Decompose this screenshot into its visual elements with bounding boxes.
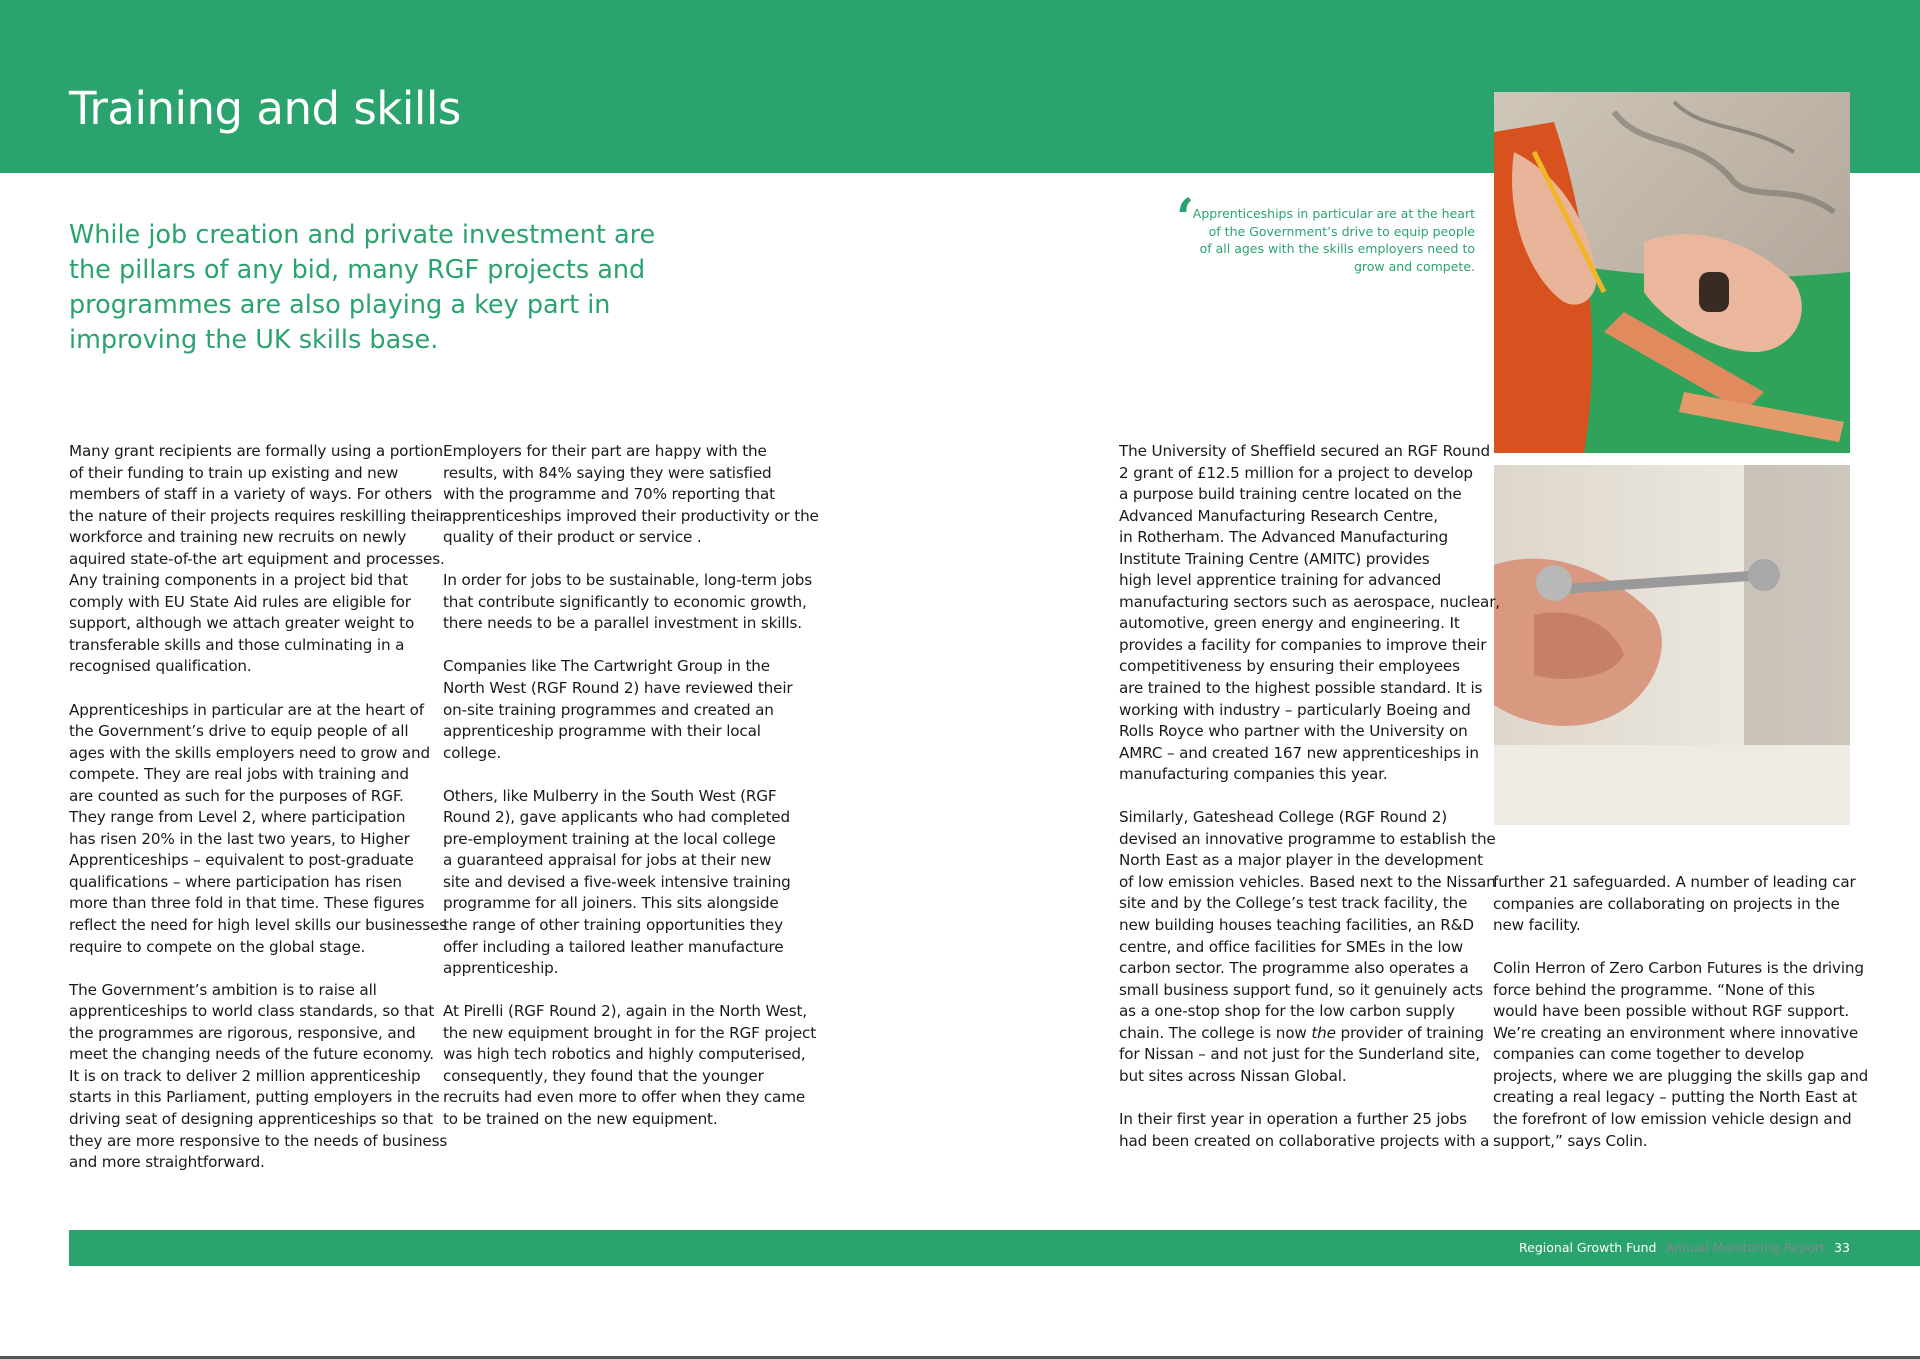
footer-running-head xyxy=(1519,1240,1850,1255)
body-text-line: projects, where we are plugging the skills gap and xyxy=(1493,1066,1869,1085)
page-title: Training and skills xyxy=(69,82,461,135)
body-column-2 xyxy=(443,441,819,1131)
body-text-line: was high tech robotics and highly computerised, xyxy=(443,1045,806,1064)
body-text-line: Round 2), gave applicants who had completed xyxy=(443,808,790,827)
body-text-line: ages with the skills employers need to grow and xyxy=(69,743,431,762)
body-text-line: support, although we attach greater weight to xyxy=(69,614,415,633)
body-text-line: the Government’s drive to equip people of all xyxy=(69,722,409,741)
body-text-line: consequently, they found that the younger xyxy=(443,1066,764,1085)
body-text-line: Institute Training Centre (AMITC) provides xyxy=(1119,549,1430,568)
body-text-line: are counted as such for the purposes of RGF. xyxy=(69,786,404,805)
body-text-line: Apprenticeships – equivalent to post-graduate xyxy=(69,851,414,870)
body-text-line: working with industry – particularly Boeing and xyxy=(1119,700,1471,719)
body-text-line: in Rotherham. The Advanced Manufacturing xyxy=(1119,528,1449,547)
body-text-line: companies are collaborating on projects in the xyxy=(1493,894,1840,913)
body-text-line: automotive, green energy and engineering. It xyxy=(1119,614,1460,633)
body-text-line: workforce and training new recruits on newly xyxy=(69,528,407,547)
body-text-line: creating a real legacy – putting the North East at xyxy=(1493,1088,1857,1107)
body-text-line: North West (RGF Round 2) have reviewed their xyxy=(443,679,793,698)
body-column-4 xyxy=(1493,872,1868,1152)
body-text-line: manufacturing companies this year. xyxy=(1119,765,1388,784)
intro-line: improving the UK skills base. xyxy=(69,325,439,355)
pull-quote-line: Apprenticeships in particular are at the heart xyxy=(1192,206,1475,221)
paragraph-gap xyxy=(69,958,447,980)
body-text-line: a guaranteed appraisal for jobs at their new xyxy=(443,851,772,870)
body-text-line: Companies like The Cartwright Group in the xyxy=(443,657,770,676)
paragraph-gap xyxy=(443,549,819,571)
body-text-line: Apprenticeships in particular are at the heart of xyxy=(69,700,424,719)
body-text-line: for Nissan – and not just for the Sunderland site, xyxy=(1119,1045,1480,1064)
paragraph-gap xyxy=(443,980,819,1002)
body-text-line: that contribute significantly to economic growth, xyxy=(443,592,807,611)
body-text-line: compete. They are real jobs with training and xyxy=(69,765,409,784)
body-text-line: site and devised a five-week intensive training xyxy=(443,872,791,891)
body-text-line: the forefront of low emission vehicle design and xyxy=(1493,1110,1852,1129)
body-text-line: had been created on collaborative projects with a xyxy=(1119,1131,1490,1150)
body-text-line: would have been possible without RGF support. xyxy=(1493,1002,1850,1021)
body-text-line: a purpose build training centre located on the xyxy=(1119,485,1462,504)
intro-line: While job creation and private investment are xyxy=(69,220,656,250)
body-text-line: meet the changing needs of the future economy. xyxy=(69,1045,434,1064)
body-text-line: Many grant recipients are formally using a portion xyxy=(69,442,443,460)
body-text-line: but sites across Nissan Global. xyxy=(1119,1066,1347,1085)
body-text-line: the range of other training opportunities they xyxy=(443,916,783,935)
paragraph-gap xyxy=(443,764,819,786)
body-text-line: apprenticeship programme with their local xyxy=(443,722,761,741)
paragraph-gap xyxy=(1119,786,1500,808)
body-text-line: there needs to be a parallel investment in skills. xyxy=(443,614,802,633)
body-text-line: quality of their product or service . xyxy=(443,528,702,547)
pull-quote-line: grow and compete. xyxy=(1353,258,1475,274)
body-text-line: force behind the programme. “None of this xyxy=(1493,980,1815,999)
body-text-line: AMRC – and created 167 new apprenticeships in xyxy=(1119,743,1479,762)
body-text-line: Colin Herron of Zero Carbon Futures is the driving xyxy=(1493,959,1864,978)
body-text-line: 2 grant of £12.5 million for a project to develop xyxy=(1119,463,1473,482)
body-text-line: They range from Level 2, where participation xyxy=(69,808,406,827)
body-text-line: as a one-stop shop for the low carbon supply xyxy=(1119,1002,1455,1021)
page-number: 33 xyxy=(1834,1240,1850,1255)
body-text-line: of their funding to train up existing and new xyxy=(69,463,399,482)
body-text-line: of low emission vehicles. Based next to the Nissan xyxy=(1119,872,1496,891)
paragraph-gap xyxy=(443,635,819,657)
paragraph-gap xyxy=(69,678,447,700)
body-text-line: further 21 safeguarded. A number of leading car xyxy=(1493,873,1856,891)
body-text-line: We’re creating an environment where innovative xyxy=(1493,1023,1859,1042)
body-text-line: members of staff in a variety of ways. For others xyxy=(69,485,433,504)
footer-report-title: Annual Monitoring Report xyxy=(1665,1240,1826,1255)
body-text-line: At Pirelli (RGF Round 2), again in the North West, xyxy=(443,1002,807,1021)
body-text-line: centre, and office facilities for SMEs in the low xyxy=(1119,937,1464,956)
body-text-line: high level apprentice training for advanced xyxy=(1119,571,1442,590)
body-text-line: offer including a tailored leather manufacture xyxy=(443,937,784,956)
body-text-line: new building houses teaching facilities, an R&D xyxy=(1119,916,1474,935)
body-text-line: transferable skills and those culminating in a xyxy=(69,635,405,654)
body-text-line: carbon sector. The programme also operates a xyxy=(1119,959,1469,978)
body-text-line: companies can come together to develop xyxy=(1493,1045,1805,1064)
body-text-line: with the programme and 70% reporting that xyxy=(443,485,775,504)
pull-quote-line: of all ages with the skills employers need to xyxy=(1199,241,1475,256)
intro-line: the pillars of any bid, many RGF projects and xyxy=(69,255,646,285)
intro-standfirst xyxy=(69,218,669,358)
body-text-line: reflect the need for high level skills our businesses xyxy=(69,916,448,935)
body-column-1 xyxy=(69,441,447,1174)
body-text-line: are trained to the highest possible standard. It is xyxy=(1119,679,1483,698)
paragraph-gap xyxy=(1119,1087,1500,1109)
body-text-line: driving seat of designing apprenticeships so that xyxy=(69,1109,433,1128)
body-text-line: and more straightforward. xyxy=(69,1153,265,1172)
photo-hand-holding-tool xyxy=(1494,465,1850,825)
body-text-line: Any training components in a project bid that xyxy=(69,571,408,590)
body-text-line: results, with 84% saying they were satisfied xyxy=(443,463,772,482)
body-text-line: starts in this Parliament, putting employers in the xyxy=(69,1088,440,1107)
body-text-line: on-site training programmes and created an xyxy=(443,700,774,719)
body-text-line: comply with EU State Aid rules are eligible for xyxy=(69,592,411,611)
body-text-line: apprenticeships to world class standards, so that xyxy=(69,1002,435,1021)
body-text-line: Others, like Mulberry in the South West (RGF xyxy=(443,786,777,805)
body-text-line: aquired state-of-the art equipment and processes. xyxy=(69,549,445,568)
body-text-line: apprenticeships improved their productivity or the xyxy=(443,506,819,525)
body-text-line: qualifications – where participation has risen xyxy=(69,872,402,891)
body-text-line: small business support fund, so it genuinely acts xyxy=(1119,980,1484,999)
body-text-line: Employers for their part are happy with the xyxy=(443,442,767,460)
body-text-line: In their first year in operation a further 25 jobs xyxy=(1119,1109,1467,1128)
pull-quote-line: of the Government’s drive to equip people xyxy=(1208,223,1475,239)
body-text-line: pre-employment training at the local college xyxy=(443,829,776,848)
body-text-line: they are more responsive to the needs of business xyxy=(69,1131,448,1150)
body-text-line: The Government’s ambition is to raise all xyxy=(69,980,377,999)
photo-hand-holding-tool-art xyxy=(1494,465,1850,825)
body-text-line: The University of Sheffield secured an RGF Round xyxy=(1119,442,1490,460)
body-text-line: It is on track to deliver 2 million apprenticeship xyxy=(69,1066,421,1085)
body-text-line: the new equipment brought in for the RGF project xyxy=(443,1023,817,1042)
body-text-line: require to compete on the global stage. xyxy=(69,937,366,956)
body-text-line: the nature of their projects requires reskilling their xyxy=(69,506,446,525)
body-text-line: support,” says Colin. xyxy=(1493,1131,1648,1150)
body-text-line: In order for jobs to be sustainable, long-term jobs xyxy=(443,571,813,590)
quote-mark-icon: ‘ xyxy=(1176,188,1195,249)
footer-publication: Regional Growth Fund xyxy=(1519,1240,1657,1255)
photo-hands-marking-leather xyxy=(1494,92,1850,453)
paragraph-gap xyxy=(1493,937,1868,959)
body-text-line: Rolls Royce who partner with the University on xyxy=(1119,722,1468,741)
body-text-line: recognised qualification. xyxy=(69,657,252,676)
pull-quote xyxy=(1175,205,1475,275)
body-text-line: devised an innovative programme to establish the xyxy=(1119,829,1496,848)
body-text-line: college. xyxy=(443,743,502,762)
body-text-line: competitiveness by ensuring their employees xyxy=(1119,657,1460,676)
body-text-line: apprenticeship. xyxy=(443,959,559,978)
body-column-3 xyxy=(1119,441,1500,1152)
body-text-line: more than three fold in that time. These figures xyxy=(69,894,425,913)
body-text-line: new facility. xyxy=(1493,916,1581,935)
body-text-line: North East as a major player in the development xyxy=(1119,851,1483,870)
body-text-line: has risen 20% in the last two years, to Higher xyxy=(69,829,410,848)
body-text-line: programme for all joiners. This sits alongside xyxy=(443,894,779,913)
body-text-line: manufacturing sectors such as aerospace, nuclear, xyxy=(1119,592,1500,611)
body-text-line: Similarly, Gateshead College (RGF Round 2) xyxy=(1119,808,1448,827)
intro-line: programmes are also playing a key part in xyxy=(69,290,611,320)
body-text-line: the programmes are rigorous, responsive, and xyxy=(69,1023,416,1042)
body-text-line: site and by the College’s test track facility, the xyxy=(1119,894,1468,913)
body-text-line: Advanced Manufacturing Research Centre, xyxy=(1119,506,1438,525)
body-text-line: provides a facility for companies to improve their xyxy=(1119,635,1487,654)
body-text-line: chain. The college is now the provider of training xyxy=(1119,1023,1484,1042)
body-text-line: to be trained on the new equipment. xyxy=(443,1109,718,1128)
photo-hands-marking-leather-art xyxy=(1494,92,1850,453)
body-text-line: recruits had even more to offer when they came xyxy=(443,1088,806,1107)
